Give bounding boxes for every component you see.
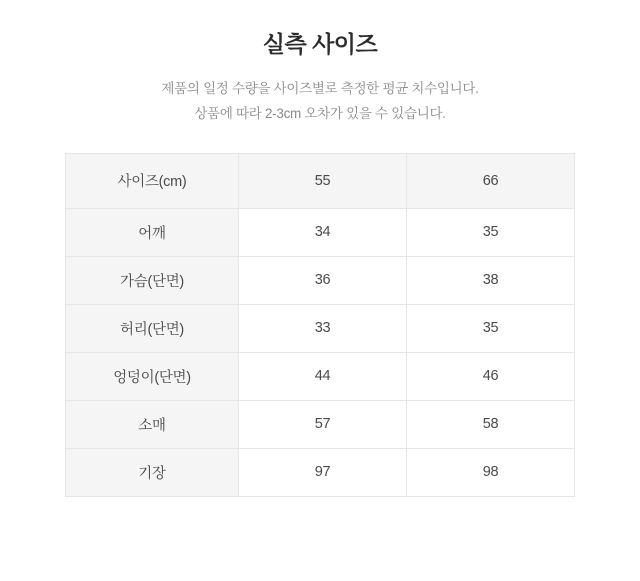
table-row bbox=[66, 256, 575, 304]
table-header-row bbox=[66, 153, 575, 208]
row-value-hip-55: 44 bbox=[239, 352, 407, 400]
row-label-length: 기장 bbox=[66, 448, 239, 496]
row-value-shoulder-66: 35 bbox=[407, 208, 575, 256]
row-value-chest-66: 38 bbox=[407, 256, 575, 304]
row-value-waist-66: 35 bbox=[407, 304, 575, 352]
row-label-chest: 가슴(단면) bbox=[66, 256, 239, 304]
table-header-measure: 사이즈(cm) bbox=[66, 153, 239, 208]
page-title: 실측 사이즈 bbox=[262, 31, 378, 57]
size-table-wrapper bbox=[65, 153, 575, 497]
row-value-chest-55: 36 bbox=[239, 256, 407, 304]
size-table bbox=[65, 153, 575, 497]
table-row bbox=[66, 448, 575, 496]
table-row bbox=[66, 400, 575, 448]
row-value-hip-66: 46 bbox=[407, 352, 575, 400]
subtitle-line-2: 상품에 따라 2-3cm 오차가 있을 수 있습니다. bbox=[194, 105, 446, 121]
row-label-sleeve: 소매 bbox=[66, 400, 239, 448]
table-header-size-66: 66 bbox=[407, 153, 575, 208]
size-chart-page bbox=[0, 18, 640, 581]
table-row bbox=[66, 352, 575, 400]
row-label-waist: 허리(단면) bbox=[66, 304, 239, 352]
row-label-hip: 엉덩이(단면) bbox=[66, 352, 239, 400]
row-value-sleeve-55: 57 bbox=[239, 400, 407, 448]
row-value-length-66: 98 bbox=[407, 448, 575, 496]
table-header-size-55: 55 bbox=[239, 153, 407, 208]
subtitle-line-1: 제품의 일정 수량을 사이즈별로 측정한 평균 치수입니다. bbox=[161, 81, 479, 96]
row-label-shoulder: 어깨 bbox=[66, 208, 239, 256]
table-row bbox=[66, 208, 575, 256]
row-value-length-55: 97 bbox=[239, 448, 407, 496]
page-subtitle bbox=[0, 77, 640, 127]
row-value-waist-55: 33 bbox=[239, 304, 407, 352]
row-value-sleeve-66: 58 bbox=[407, 400, 575, 448]
table-row bbox=[66, 304, 575, 352]
row-value-shoulder-55: 34 bbox=[239, 208, 407, 256]
